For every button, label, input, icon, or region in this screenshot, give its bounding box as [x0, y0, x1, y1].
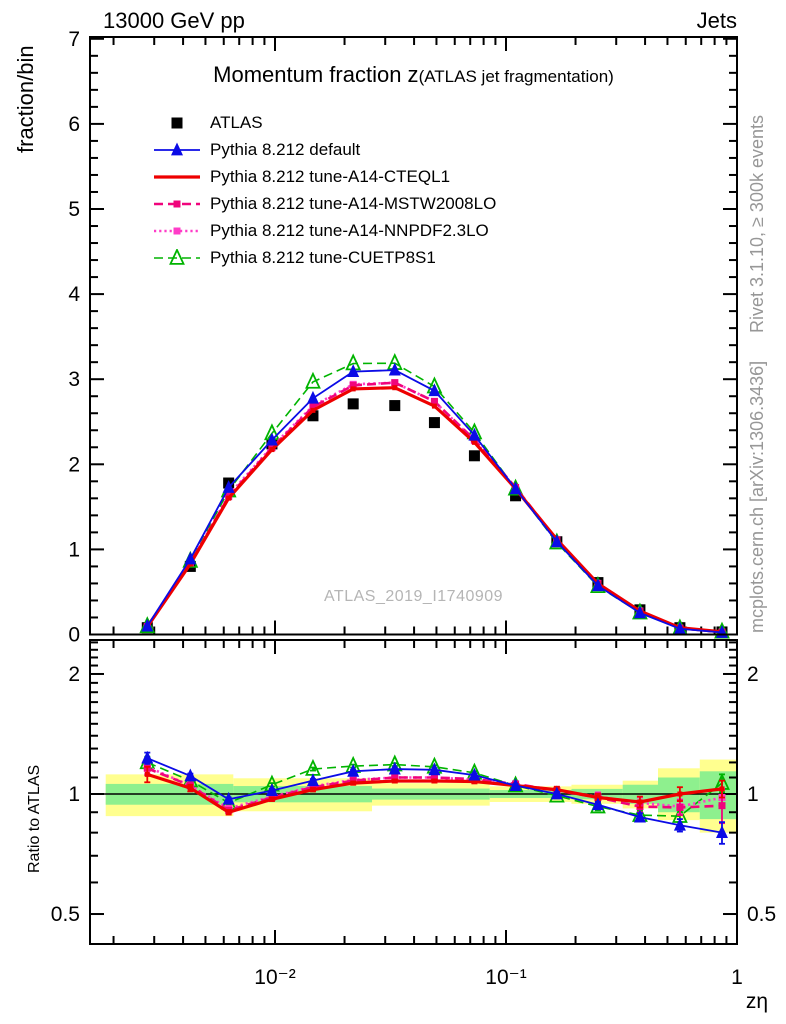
- legend: [152, 109, 496, 271]
- legend-item: [152, 190, 496, 217]
- line-marker-icon: [152, 114, 202, 132]
- svg-text:1: 1: [68, 783, 80, 806]
- line-marker-icon: [152, 195, 202, 213]
- plot-title-sub: (ATLAS jet fragmentation): [418, 67, 614, 86]
- legend-item: [152, 109, 496, 136]
- process-label: Jets: [696, 8, 737, 33]
- beam-energy-label: 13000 GeV pp: [103, 8, 245, 33]
- svg-text:3: 3: [68, 368, 80, 392]
- svg-text:4: 4: [68, 283, 80, 307]
- legend-item-label: Pythia 8.212 tune-A14-NNPDF2.3LO: [210, 221, 489, 240]
- mcplots-arxiv-note: mcplots.cern.ch [arXiv:1306.3436]: [747, 360, 767, 633]
- legend-item-label: Pythia 8.212 tune-A14-MSTW2008LO: [210, 194, 497, 213]
- svg-text:5: 5: [68, 198, 80, 221]
- rivet-version-note: Rivet 3.1.10, ≥ 300k events: [747, 114, 767, 333]
- legend-item-label: Pythia 8.212 default: [210, 140, 361, 159]
- svg-text:0.5: 0.5: [747, 903, 777, 927]
- legend-item-label: Pythia 8.212 tune-A14-CTEQL1: [210, 167, 451, 186]
- plot-title-main: Momentum fraction z: [213, 62, 419, 87]
- legend-item: [152, 217, 496, 244]
- triangle-marker-icon: [152, 249, 202, 267]
- svg-text:0.5: 0.5: [50, 903, 80, 927]
- svg-text:2: 2: [68, 453, 80, 477]
- legend-item-label: Pythia 8.212 tune-CUETP8S1: [210, 248, 436, 267]
- svg-text:10⁻¹: 10⁻¹: [485, 966, 527, 989]
- svg-text:0: 0: [68, 623, 80, 647]
- x-axis-label: zη: [745, 990, 768, 1013]
- line-marker-icon: [152, 222, 202, 240]
- svg-text:2: 2: [68, 662, 80, 686]
- analysis-id-watermark: ATLAS_2019_I1740909: [323, 588, 504, 605]
- svg-text:7: 7: [68, 27, 80, 51]
- svg-text:2: 2: [747, 662, 759, 686]
- plot-title: [90, 62, 737, 88]
- legend-item: [152, 244, 496, 271]
- line-marker-icon: [152, 168, 202, 186]
- y-axis-label-top: fraction/bin: [13, 45, 38, 153]
- triangle-marker-icon: [152, 141, 202, 159]
- legend-item-label: ATLAS: [210, 113, 263, 132]
- svg-text:1: 1: [731, 966, 743, 989]
- svg-text:10⁻²: 10⁻²: [254, 966, 296, 989]
- svg-text:1: 1: [68, 538, 80, 562]
- svg-text:1: 1: [747, 783, 759, 806]
- legend-item: [152, 163, 496, 190]
- svg-text:6: 6: [68, 112, 80, 136]
- y-axis-label-ratio: Ratio to ATLAS: [26, 764, 43, 873]
- legend-item: [152, 136, 496, 163]
